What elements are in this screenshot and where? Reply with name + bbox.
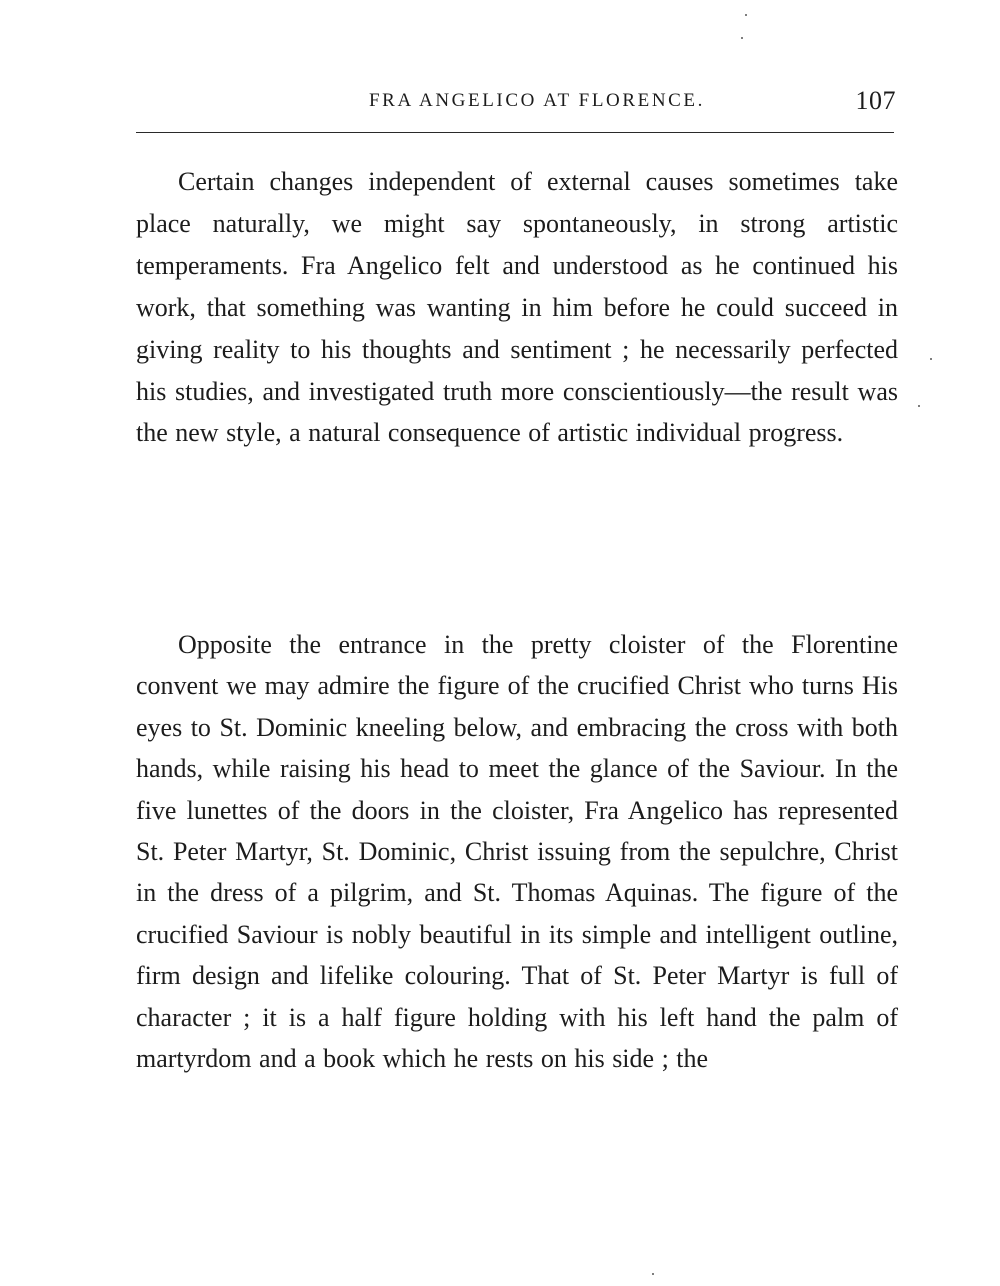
paragraph-changes: Certain changes independent of external causes sometimes take place naturally, we might say spontaneously, in strong artistic temperaments. Fra Angelico felt and understood as he continued his work, that something was wanting in him before he could succeed in giving reality to his thoughts and sentiment ; he necessarily perfected his studies, and investigated truth more conscientiously—the result was the new style, a natural consequence of artistic individual progress.: [136, 167, 898, 448]
paragraph-cloister: Opposite the entrance in the pretty cloister of the Florentine convent we may admire the figure of the crucified Christ who turns His eyes to St. Dominic kneeling below, and embracing the cross with both hands, while raising his head to meet the glance of the Saviour. In the five lunettes of the doors in the cloister, Fra Angelico has represented St. Peter Martyr, St. Dominic, Christ issuing from the sepulchre, Christ in the dress of a pilgrim, and St. Thomas Aquinas. The figure of the crucified Saviour is nobly beautiful in its simple and intelligent outline, firm design and lifelike colouring. That of St. Peter Martyr is full of character ; it is a half figure holding with his left hand the palm of martyrdom and a book which he rests on his side ; the: [136, 630, 898, 1074]
page-number: 107: [855, 86, 896, 115]
scan-speck: [745, 14, 747, 16]
scan-speck: [652, 1273, 654, 1275]
page-header: [136, 86, 898, 118]
header-rule: [136, 132, 894, 133]
running-title: FRA ANGELICO AT FLORENCE.: [369, 90, 705, 111]
scan-speck: [741, 37, 743, 39]
scan-speck: [930, 358, 932, 360]
scan-speck: [918, 405, 920, 407]
